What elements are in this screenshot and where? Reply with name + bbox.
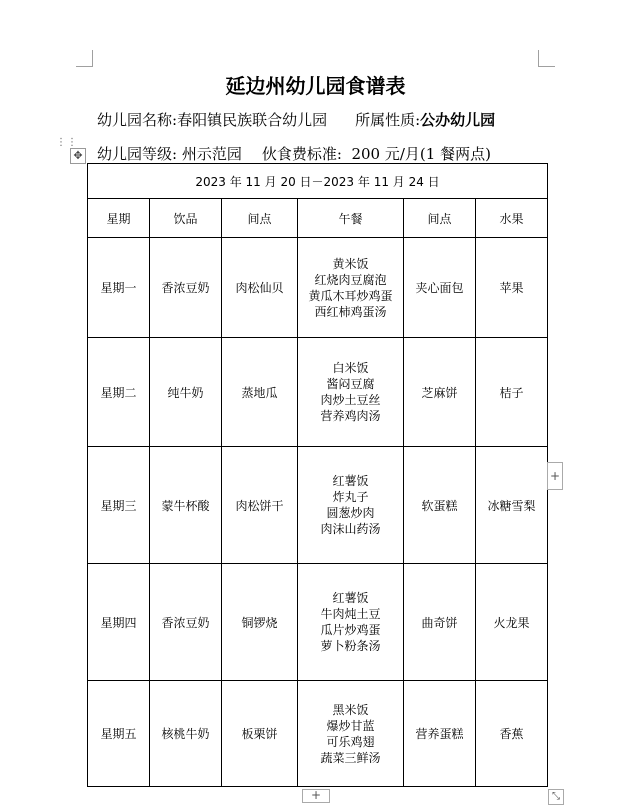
- lunch-item: 酱闷豆腐: [326, 377, 375, 391]
- lunch-item: 瓜片炒鸡蛋: [320, 623, 381, 637]
- lunch-cell: [298, 447, 404, 564]
- page-title: 延边州幼儿园食谱表: [225, 74, 406, 98]
- kindergarten-name-label: 幼儿园名称:: [97, 111, 178, 129]
- table-row: [88, 564, 548, 681]
- drink-cell: 纯牛奶: [150, 338, 222, 447]
- drink-cell: 核桃牛奶: [150, 681, 222, 787]
- drag-handle-icon[interactable]: ⋮⋮: [56, 137, 78, 148]
- ownership-type-value: 公办幼儿园: [420, 111, 496, 129]
- snack2-cell: 软蛋糕: [404, 447, 476, 564]
- header-drink: 饮品: [150, 199, 222, 238]
- lunch-item: 可乐鸡翅: [326, 734, 375, 749]
- lunch-item: 肉沫山药汤: [320, 522, 381, 536]
- snack1-cell: 板栗饼: [222, 681, 298, 787]
- date-range-cell: 2023 年 11 月 20 日－2023 年 11 月 24 日: [88, 164, 548, 199]
- lunch-item: 红薯饭: [332, 591, 369, 605]
- table-row: [88, 447, 548, 564]
- lunch-cell: [298, 564, 404, 681]
- snack2-cell: 曲奇饼: [404, 564, 476, 681]
- lunch-item: 肉炒土豆丝: [320, 393, 381, 407]
- snack1-cell: 铜锣烧: [222, 564, 298, 681]
- lunch-cell: [298, 238, 404, 338]
- lunch-item: 红烧肉豆腐泡: [314, 272, 387, 287]
- fruit-cell: 桔子: [476, 338, 548, 447]
- lunch-item: 营养鸡肉汤: [320, 409, 381, 423]
- table-row: [88, 681, 548, 787]
- table-resize-icon[interactable]: ⤡: [548, 789, 564, 805]
- ownership-type-label: 所属性质:: [355, 111, 421, 129]
- lunch-item: 圆葱炒肉: [326, 506, 375, 520]
- lunch-cell: [298, 681, 404, 787]
- kindergarten-name-value: 春阳镇民族联合幼儿园: [177, 111, 328, 129]
- snack2-cell: 芝麻饼: [404, 338, 476, 447]
- header-snack-afternoon: 间点: [404, 199, 476, 238]
- day-cell: 星期二: [88, 338, 150, 447]
- fruit-cell: 苹果: [476, 238, 548, 338]
- add-column-plus-icon[interactable]: +: [547, 462, 563, 490]
- header-row: [88, 199, 548, 238]
- snack1-cell: 肉松仙贝: [222, 238, 298, 338]
- info-line-2: [97, 143, 491, 164]
- drink-cell: 香浓豆奶: [150, 564, 222, 681]
- info-line-1: [97, 109, 495, 130]
- meal-fee-label: 伙食费标准:: [261, 145, 342, 163]
- page-corner-mark-left: [76, 50, 93, 67]
- header-weekday: 星期: [88, 199, 150, 238]
- lunch-item: 西红柿鸡蛋汤: [314, 304, 387, 319]
- lunch-item: 黄米饭: [332, 256, 369, 271]
- lunch-cell: [298, 338, 404, 447]
- lunch-item: 萝卜粉条汤: [320, 639, 381, 653]
- snack2-cell: 营养蛋糕: [404, 681, 476, 787]
- add-row-plus-icon[interactable]: +: [302, 789, 330, 803]
- header-lunch: 午餐: [298, 199, 404, 238]
- fruit-cell: 火龙果: [476, 564, 548, 681]
- header-fruit: 水果: [476, 199, 548, 238]
- drink-cell: 蒙牛杯酸: [150, 447, 222, 564]
- snack1-cell: 肉松饼干: [222, 447, 298, 564]
- lunch-item: 红薯饭: [332, 474, 369, 488]
- meal-fee-value: 200 元/月(1 餐两点): [351, 145, 491, 163]
- lunch-item: 牛肉炖土豆: [320, 607, 381, 621]
- drink-cell: 香浓豆奶: [150, 238, 222, 338]
- lunch-item: 蔬菜三鲜汤: [320, 750, 381, 765]
- menu-table: [87, 163, 548, 787]
- day-cell: 星期五: [88, 681, 150, 787]
- snack1-cell: 蒸地瓜: [222, 338, 298, 447]
- lunch-item: 黄瓜木耳炒鸡蛋: [308, 288, 393, 303]
- table-move-icon[interactable]: ✥: [70, 148, 86, 164]
- day-cell: 星期四: [88, 564, 150, 681]
- table-row: [88, 238, 548, 338]
- day-cell: 星期三: [88, 447, 150, 564]
- lunch-item: 黑米饭: [332, 702, 369, 717]
- page-corner-mark-right: [538, 50, 555, 67]
- lunch-item: 炸丸子: [332, 490, 369, 504]
- header-snack-morning: 间点: [222, 199, 298, 238]
- day-cell: 星期一: [88, 238, 150, 338]
- lunch-item: 白米饭: [332, 361, 369, 375]
- kindergarten-grade-label: 幼儿园等级:: [97, 145, 178, 163]
- lunch-item: 爆炒甘蓝: [326, 718, 375, 733]
- fruit-cell: 香蕉: [476, 681, 548, 787]
- fruit-cell: 冰糖雪梨: [476, 447, 548, 564]
- table-row: [88, 338, 548, 447]
- kindergarten-grade-value: 州示范园: [181, 145, 242, 163]
- snack2-cell: 夹心面包: [404, 238, 476, 338]
